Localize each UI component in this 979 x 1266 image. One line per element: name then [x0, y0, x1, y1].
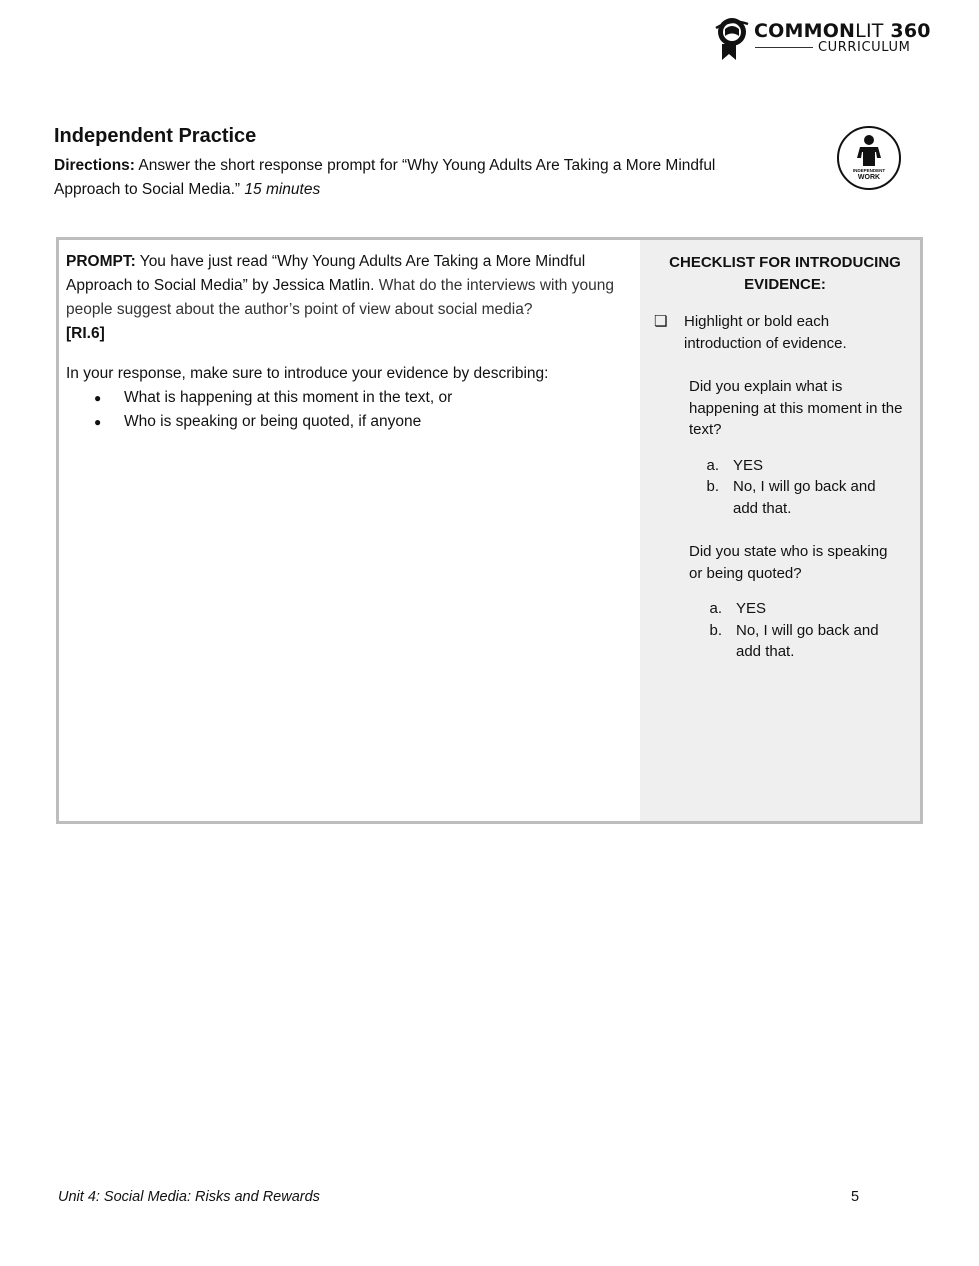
- logo-wordmark: COMMONLIT 360: [754, 20, 931, 42]
- checklist-cell: [640, 240, 920, 821]
- question-1-options: [689, 455, 904, 520]
- prompt-label: PROMPT:: [66, 253, 136, 270]
- list-item: ● Who is speaking or being quoted, if anyone: [94, 410, 633, 434]
- prompt-cell[interactable]: [59, 240, 640, 821]
- question-2-options: [692, 598, 904, 663]
- list-item: ● What is happening at this moment in the text, or: [94, 386, 633, 410]
- directions-text: Answer the short response prompt for “Why Young Adults Are Taking a More Mindful Approach to Social Media.”: [54, 157, 716, 198]
- checklist-item-text: Highlight or bold each introduction of evidence.: [684, 313, 847, 352]
- prompt-instruction: In your response, make sure to introduce your evidence by describing:: [66, 365, 549, 382]
- directions-time: 15 minutes: [244, 181, 321, 198]
- checklist-question-1: Did you explain what is happening at this moment in the text?: [689, 378, 903, 438]
- footer-unit: Unit 4: Social Media: Risks and Rewards: [58, 1189, 320, 1205]
- independent-work-badge: [837, 126, 901, 190]
- list-item: b. No, I will go back and add that.: [706, 478, 876, 517]
- page-number: 5: [851, 1189, 860, 1205]
- prompt-standard: [RI.6]: [66, 325, 105, 342]
- directions: [54, 154, 774, 202]
- checklist-title: CHECKLIST FOR INTRODUCING EVIDENCE:: [669, 254, 901, 293]
- badge-label-bottom: WORK: [857, 174, 881, 181]
- directions-label: Directions:: [54, 157, 135, 174]
- logo-rule: [755, 47, 813, 48]
- badge-label-top: INDEPENDENT: [852, 168, 886, 173]
- logo-emblem-icon: [714, 14, 750, 62]
- commonlit-logo: [714, 14, 931, 62]
- logo-subtitle: CURRICULUM: [818, 40, 911, 55]
- prompt-intro: You have just read “Why Young Adults Are Taking a More Mindful Approach to Social Media” by Jessica Matlin.: [66, 253, 586, 294]
- section-title: Independent Practice: [54, 125, 257, 147]
- checkbox-icon[interactable]: ❏: [654, 313, 668, 330]
- checklist-question-2: Did you state who is speaking or being quoted?: [689, 543, 888, 582]
- list-item: a. YES: [706, 456, 764, 474]
- list-item: b. No, I will go back and add that.: [709, 621, 879, 660]
- checklist-item: [654, 311, 904, 354]
- prompt-table: [56, 237, 923, 824]
- list-item: a. YES: [709, 600, 767, 617]
- prompt-text: [66, 250, 633, 346]
- prompt-question: What do the interviews with young people suggest about the author’s point of view about social media?: [66, 277, 614, 318]
- prompt-bullet-list: [66, 386, 633, 434]
